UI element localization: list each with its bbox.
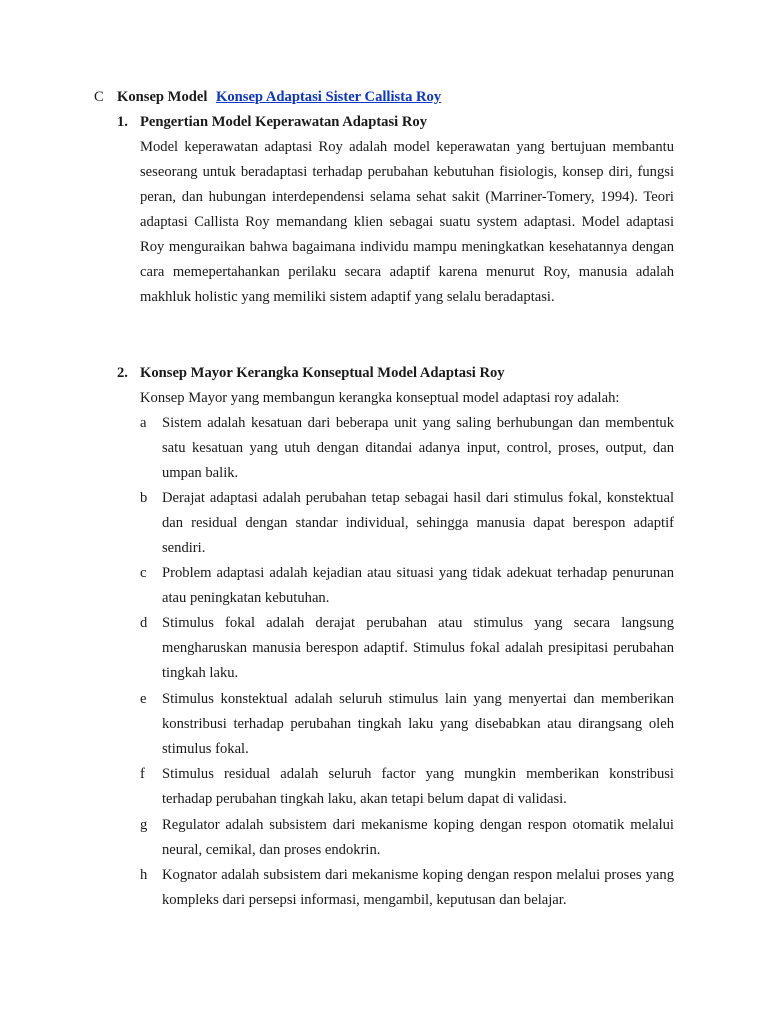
section-letter: C [94, 89, 104, 105]
heading-prefix: Konsep Model [117, 89, 208, 105]
section2-title: Konsep Mayor Kerangka Konseptual Model Adaptasi Roy [140, 365, 505, 381]
list-item: Stimulus konstektual adalah seluruh stimulus lain yang menyertai dan memberikan konstribusi terhadap perubahan tingkah laku yang disebabkan atau dirangsang oleh stimulus fokal. [162, 691, 674, 757]
list-marker: h [140, 867, 148, 883]
list-item: Sistem adalah kesatuan dari beberapa unit yang saling berhubungan dan membentuk satu kesatuan yang utuh dengan ditandai adanya input, control, proses, output, dan umpan balik. [162, 415, 674, 481]
list-marker: a [140, 415, 147, 431]
section2-intro: Konsep Mayor yang membangun kerangka konseptual model adaptasi roy adalah: [140, 390, 620, 406]
heading-link[interactable]: Konsep Adaptasi Sister Callista Roy [216, 89, 442, 105]
list-item: Regulator adalah subsistem dari mekanisme koping dengan respon otomatik melalui neural, cemikal, dan proses endokrin. [162, 817, 674, 858]
list-marker: b [140, 490, 148, 506]
list-marker: f [140, 766, 145, 782]
list-item: Derajat adaptasi adalah perubahan tetap sebagai hasil dari stimulus fokal, konstektual dan residual dengan standar individual, sehingga manusia dapat berespon adaptif sendiri. [162, 490, 674, 556]
list-marker: e [140, 691, 147, 707]
list-item: Stimulus fokal adalah derajat perubahan atau stimulus yang secara langsung mengharuskan manusia berespon adaptif. Stimulus fokal adalah presipitasi perubahan tingkah laku. [162, 615, 674, 681]
section2-number: 2. [117, 365, 128, 381]
section1-title: Pengertian Model Keperawatan Adaptasi Roy [140, 114, 427, 130]
section1-paragraph: Model keperawatan adaptasi Roy adalah model keperawatan yang bertujuan membantu seseorang untuk beradaptasi terhadap perubahan kebutuhan fisiologis, konsep diri, fungsi peran, dan hubungan interdependensi selama sehat sakit (Marriner-Tomery, 1994). Teori adaptasi Callista Roy memandang klien sebagai suatu system adaptasi. Model adaptasi Roy menguraikan bahwa bagaimana individu mampu meningkatkan kesehatannya dengan cara memepertahankan perilaku secara adaptif karena menurut Roy, manusia adalah makhluk holistic yang memiliki sistem adaptif yang selalu beradaptasi. [140, 139, 674, 305]
section1-number: 1. [117, 114, 128, 130]
list-marker: g [140, 817, 148, 833]
list-item: Problem adaptasi adalah kejadian atau situasi yang tidak adekuat terhadap penurunan atau peningkatan kebutuhan. [162, 565, 674, 606]
list-item: Kognator adalah subsistem dari mekanisme koping dengan respon melalui proses yang kompleks dari persepsi informasi, mengambil, keputusan dan belajar. [162, 867, 674, 908]
list-item: Stimulus residual adalah seluruh factor yang mungkin memberikan konstribusi terhadap perubahan tingkah laku, akan tetapi belum dapat di validasi. [162, 766, 674, 807]
list-marker: c [140, 565, 147, 581]
list-marker: d [140, 615, 148, 631]
